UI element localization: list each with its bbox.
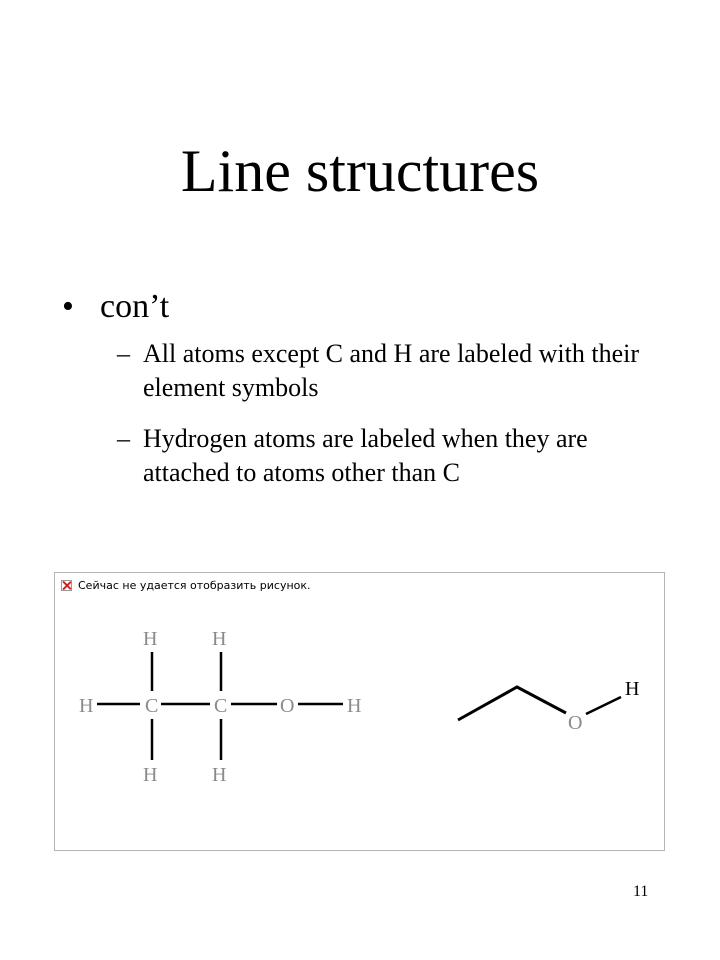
subpoint-1 — [117, 337, 677, 405]
subpoint-2 — [117, 422, 677, 490]
slide-title: Line structures — [180, 138, 540, 204]
atom-h-bottom-left: H — [143, 764, 158, 786]
structural-formula — [79, 628, 361, 786]
carbon-chain-bonds — [458, 687, 566, 720]
bond-o-h-line — [586, 697, 621, 714]
atom-h-right: H — [347, 695, 362, 717]
bullet-text: con’t — [100, 288, 170, 325]
broken-image-text: Сейчас не удается отобразить рисунок. — [78, 579, 311, 592]
atom-h-top-left: H — [143, 628, 158, 650]
subpoint-text: All atoms except C and H are labeled with their element symbols — [143, 339, 640, 402]
atom-h-bottom-right: H — [212, 764, 227, 786]
atom-h-left: H — [79, 695, 94, 717]
ethanol-diagram — [55, 573, 666, 852]
atom-h-top-right: H — [212, 628, 227, 650]
subpoint-dash: – — [117, 339, 130, 368]
atom-c2: C — [214, 695, 228, 717]
bullet-marker: • — [62, 288, 74, 325]
atom-h-line: H — [625, 678, 640, 700]
atom-o-line: O — [568, 712, 583, 734]
subpoint-dash: – — [117, 424, 130, 453]
line-structure — [458, 678, 639, 734]
subpoint-text: Hydrogen atoms are labeled when they are attached to atoms other than C — [143, 424, 588, 487]
figure-frame — [54, 572, 665, 851]
atom-o: O — [280, 695, 295, 717]
page-number: 11 — [633, 883, 649, 900]
atom-c1: C — [145, 695, 159, 717]
